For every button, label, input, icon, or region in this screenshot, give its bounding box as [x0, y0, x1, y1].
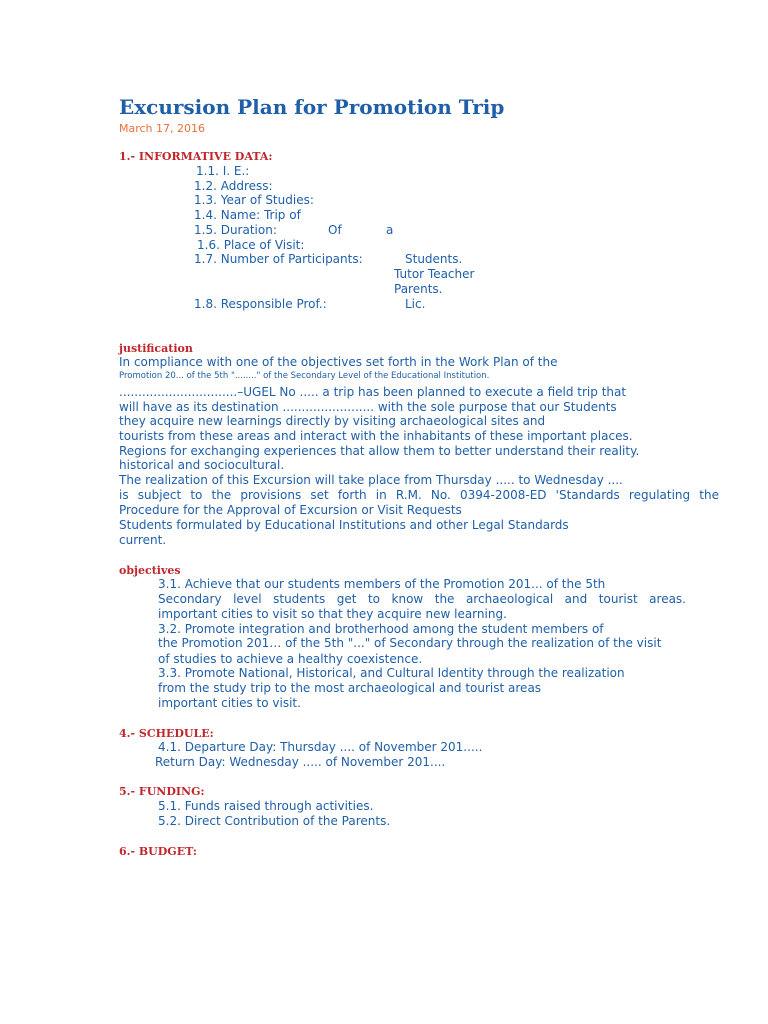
justification-line: they acquire new learnings directly by visiting archaeological sites and: [119, 414, 546, 428]
objective-line: 3.1. Achieve that our students members of the Promotion 201... of the 5th: [158, 577, 606, 591]
justification-line: will have as its destination ........................ with the sole purpose that our Students: [119, 400, 617, 414]
funding-line: 5.1. Funds raised through activities.: [158, 799, 374, 813]
departure-line: 4.1. Departure Day: Thursday .... of November 201.....: [158, 740, 483, 754]
justification-line: Students formulated by Educational Institutions and other Legal Standards: [119, 518, 569, 532]
justification-line: Procedure for the Approval of Excursion or Visit Requests: [119, 503, 462, 517]
objective-line: of studies to achieve a healthy coexistence.: [158, 652, 423, 666]
address-line: 1.2. Address:: [194, 179, 273, 193]
justification-line: The realization of this Excursion will take place from Thursday ..... to Wednesday ....: [119, 473, 623, 487]
justification-line: is subject to the provisions set forth in R.M. No. 0394-2008-ED 'Standards regulating the: [119, 488, 719, 502]
responsible-lic: Lic.: [405, 297, 426, 311]
duration-of: Of: [328, 223, 342, 237]
objective-line: important cities to visit.: [158, 696, 301, 710]
objective-line: the Promotion 201… of the 5th "..." of Secondary through the realization of the visit: [158, 636, 662, 650]
duration-a: a: [386, 223, 394, 237]
justification-line: ...............................–UGEL No ..... a trip has been planned to execute a field trip that: [119, 385, 627, 399]
participants-tutor: Tutor Teacher: [394, 267, 475, 281]
objective-line: 3.3. Promote National, Historical, and Cultural Identity through the realization: [158, 666, 625, 680]
objective-line: Secondary level students get to know the archaeological and tourist areas.: [158, 592, 686, 606]
schedule-heading: 4.- SCHEDULE:: [119, 727, 214, 740]
document-date: March 17, 2016: [119, 122, 206, 135]
participants-line: 1.7. Number of Participants:: [194, 252, 363, 266]
name-line: 1.4. Name: Trip of: [194, 208, 301, 222]
participants-parents: Parents.: [394, 282, 443, 296]
budget-heading: 6.- BUDGET:: [119, 845, 197, 858]
justification-heading: justification: [119, 342, 193, 355]
justification-line: historical and sociocultural.: [119, 458, 285, 472]
place-line: 1.6. Place of Visit:: [197, 238, 305, 252]
justification-line: Regions for exchanging experiences that allow them to better understand their reality.: [119, 444, 640, 458]
responsible-line: 1.8. Responsible Prof.:: [194, 297, 327, 311]
objective-line: 3.2. Promote integration and brotherhood among the student members of: [158, 622, 604, 636]
funding-line: 5.2. Direct Contribution of the Parents.: [158, 814, 391, 828]
participants-students: Students.: [405, 252, 463, 266]
justification-line: In compliance with one of the objectives set forth in the Work Plan of the: [119, 355, 558, 369]
document-title: Excursion Plan for Promotion Trip: [119, 95, 505, 119]
year-line: 1.3. Year of Studies:: [194, 193, 314, 207]
objective-line: important cities to visit so that they acquire new learning.: [158, 607, 507, 621]
objectives-heading: objectives: [119, 564, 181, 577]
funding-heading: 5.- FUNDING:: [119, 785, 205, 798]
justification-line: Promotion 20... of the 5th "........" of the Secondary Level of the Educational Institution.: [119, 371, 490, 381]
duration-line: 1.5. Duration:: [194, 223, 277, 237]
justification-line: current.: [119, 533, 167, 547]
justification-line: tourists from these areas and interact with the inhabitants of these important places.: [119, 429, 633, 443]
return-line: Return Day: Wednesday ..... of November 201....: [155, 755, 446, 769]
ie-line: 1.1. I. E.:: [196, 164, 250, 178]
objective-line: from the study trip to the most archaeological and tourist areas: [158, 681, 542, 695]
informative-heading: 1.- INFORMATIVE DATA:: [119, 150, 273, 163]
